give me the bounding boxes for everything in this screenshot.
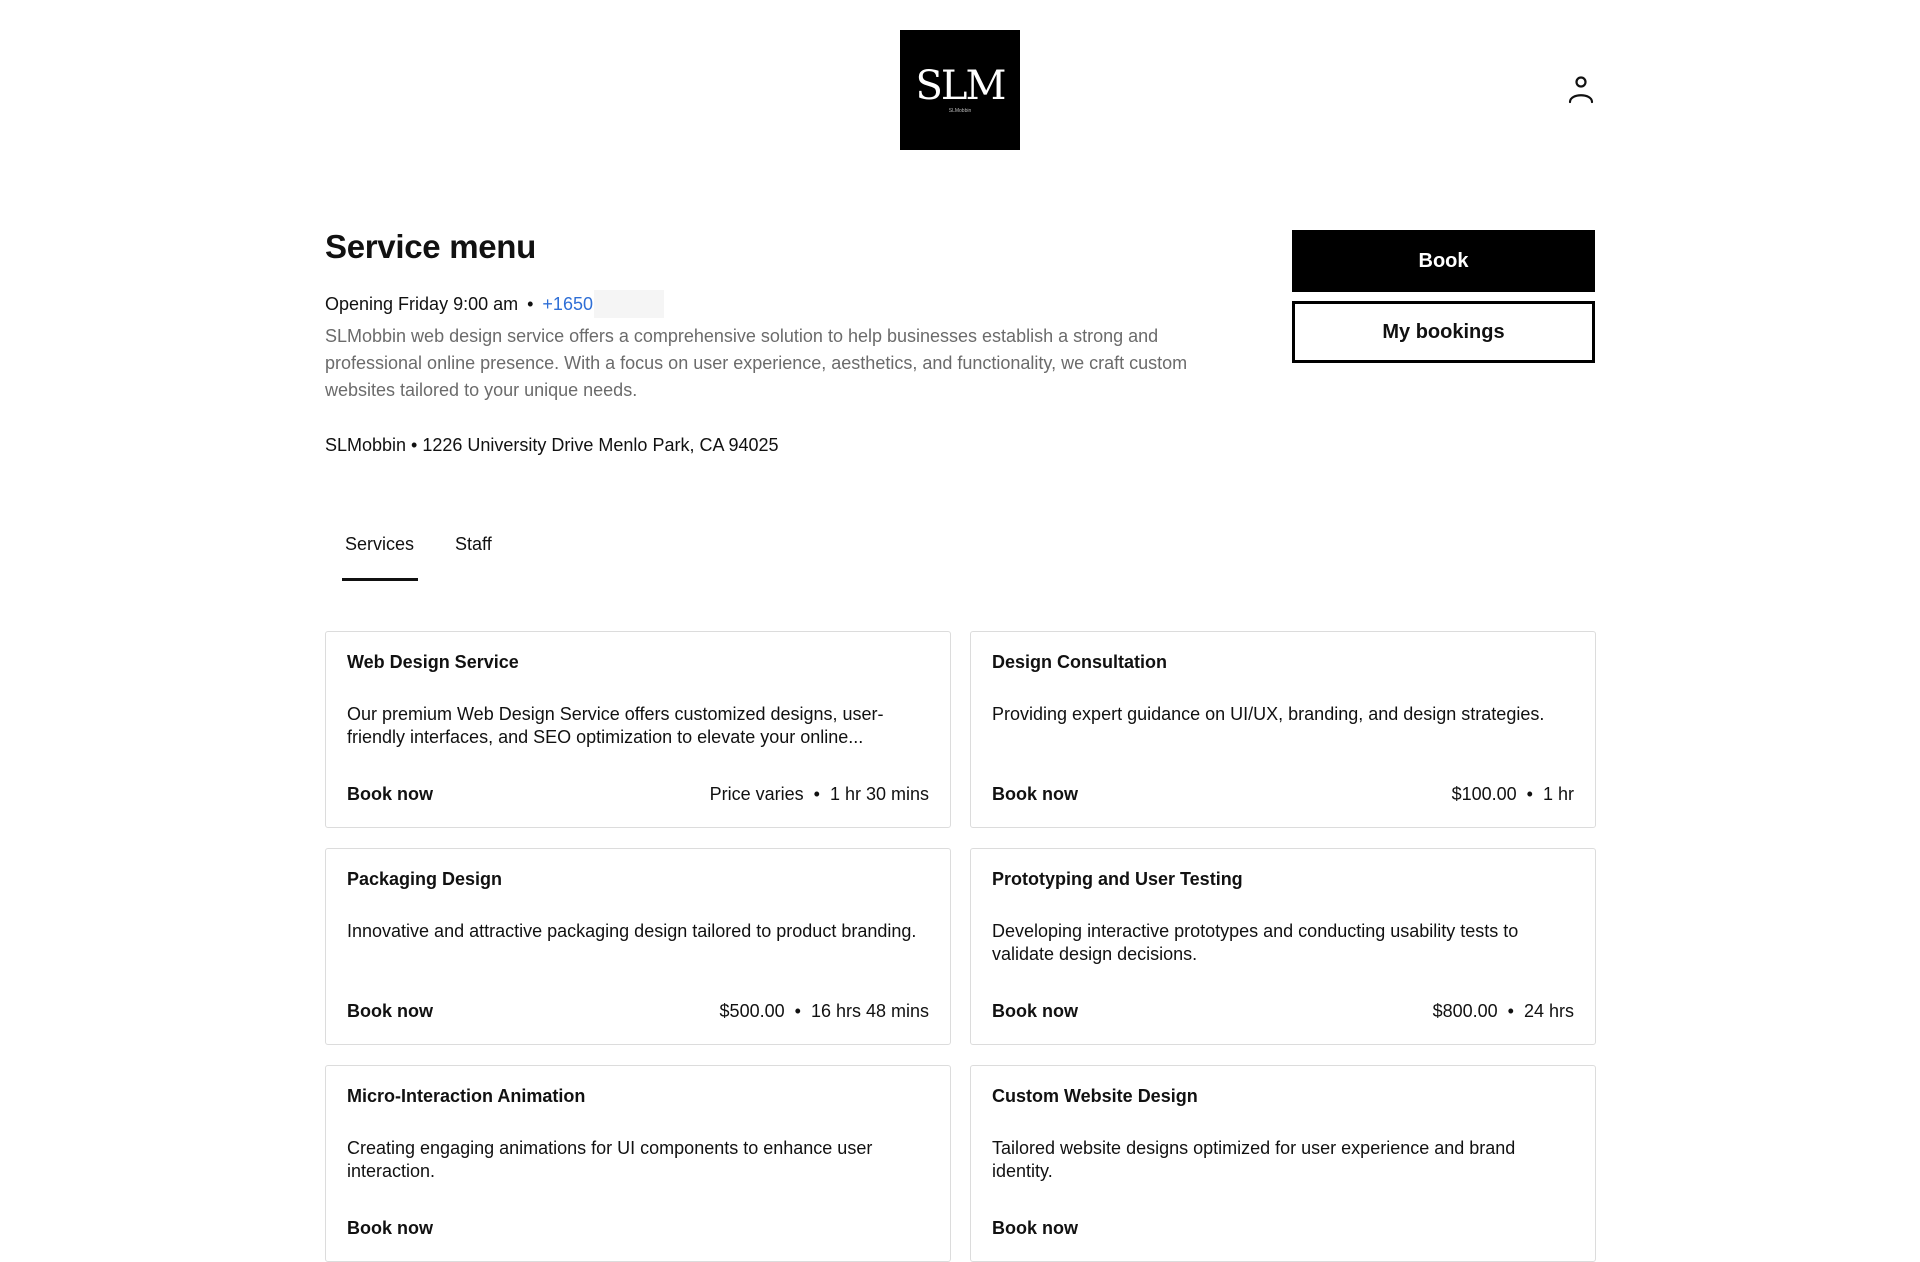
brand-logo[interactable] (900, 30, 1020, 150)
business-description: SLMobbin web design service offers a comprehensive solution to help businesses establish a strong and professional online presence. With a focus on user experience, aesthetics, and functionality, we craft custom websites tailored to your unique needs. (325, 326, 1188, 400)
service-price: Price varies (709, 784, 804, 804)
service-card[interactable] (970, 848, 1596, 1045)
service-title: Packaging Design (347, 869, 503, 889)
page-title: Service menu (325, 228, 537, 265)
service-price: $800.00 (1432, 1001, 1498, 1021)
separator-dot: • (813, 784, 820, 804)
tab-services[interactable]: Services (345, 534, 415, 554)
tab-staff[interactable]: Staff (455, 534, 492, 554)
service-card[interactable] (325, 848, 951, 1045)
separator-dot: • (527, 293, 534, 314)
book-now-link[interactable]: Book now (992, 1218, 1078, 1238)
business-address: SLMobbin • 1226 University Drive Menlo Park, CA 94025 (325, 435, 779, 455)
opening-info (325, 290, 664, 318)
service-duration: 1 hr 30 mins (829, 784, 929, 804)
service-card[interactable] (970, 631, 1596, 828)
book-now-link[interactable]: Book now (347, 1001, 433, 1021)
service-price: $100.00 (1451, 784, 1517, 804)
service-card[interactable] (325, 1065, 951, 1262)
my-bookings-button[interactable]: My bookings (1292, 301, 1595, 363)
separator-dot: • (1526, 784, 1533, 804)
service-description: Providing expert guidance on UI/UX, branding, and design strategies. (992, 704, 1545, 724)
active-tab-indicator (342, 578, 418, 581)
service-card[interactable] (325, 631, 951, 828)
service-price: $500.00 (719, 1001, 785, 1021)
service-title: Custom Website Design (992, 1086, 1198, 1106)
logo-text: SLM (915, 63, 1005, 109)
logo-subtext: SLMobbin (948, 108, 972, 114)
book-now-link[interactable]: Book now (347, 784, 433, 804)
service-description: Innovative and attractive packaging design tailored to product branding. (347, 921, 917, 941)
book-now-link[interactable]: Book now (992, 1001, 1078, 1021)
phone-link[interactable]: +1650 (542, 293, 593, 314)
service-duration: 16 hrs 48 mins (810, 1001, 929, 1021)
book-now-link[interactable]: Book now (347, 1218, 433, 1238)
service-price-duration (710, 784, 929, 805)
separator-dot: • (794, 1001, 801, 1021)
phone-redaction (594, 290, 664, 318)
service-description: Creating engaging animations for UI components to enhance user interaction. (347, 1138, 873, 1181)
service-duration: 24 hrs (1523, 1001, 1574, 1021)
service-description: Tailored website designs optimized for user experience and brand identity. (992, 1138, 1516, 1181)
service-price-duration (1433, 1001, 1574, 1022)
opening-hours: Opening Friday 9:00 am (325, 293, 519, 314)
service-description: Developing interactive prototypes and conducting usability tests to validate design decisions. (992, 921, 1519, 964)
service-title: Micro-Interaction Animation (347, 1086, 586, 1106)
service-price-duration (1452, 784, 1574, 805)
person-icon[interactable] (1568, 74, 1594, 104)
book-button[interactable]: Book (1292, 230, 1595, 292)
service-card[interactable] (970, 1065, 1596, 1262)
book-now-link[interactable]: Book now (992, 784, 1078, 804)
service-price-duration (720, 1001, 929, 1022)
service-description: Our premium Web Design Service offers customized designs, user-friendly interfaces, and SEO optimization to elevate your online... (347, 704, 884, 747)
service-title: Web Design Service (347, 652, 519, 672)
service-title: Design Consultation (992, 652, 1167, 672)
service-title: Prototyping and User Testing (992, 869, 1243, 889)
separator-dot: • (1507, 1001, 1514, 1021)
service-duration: 1 hr (1542, 784, 1574, 804)
